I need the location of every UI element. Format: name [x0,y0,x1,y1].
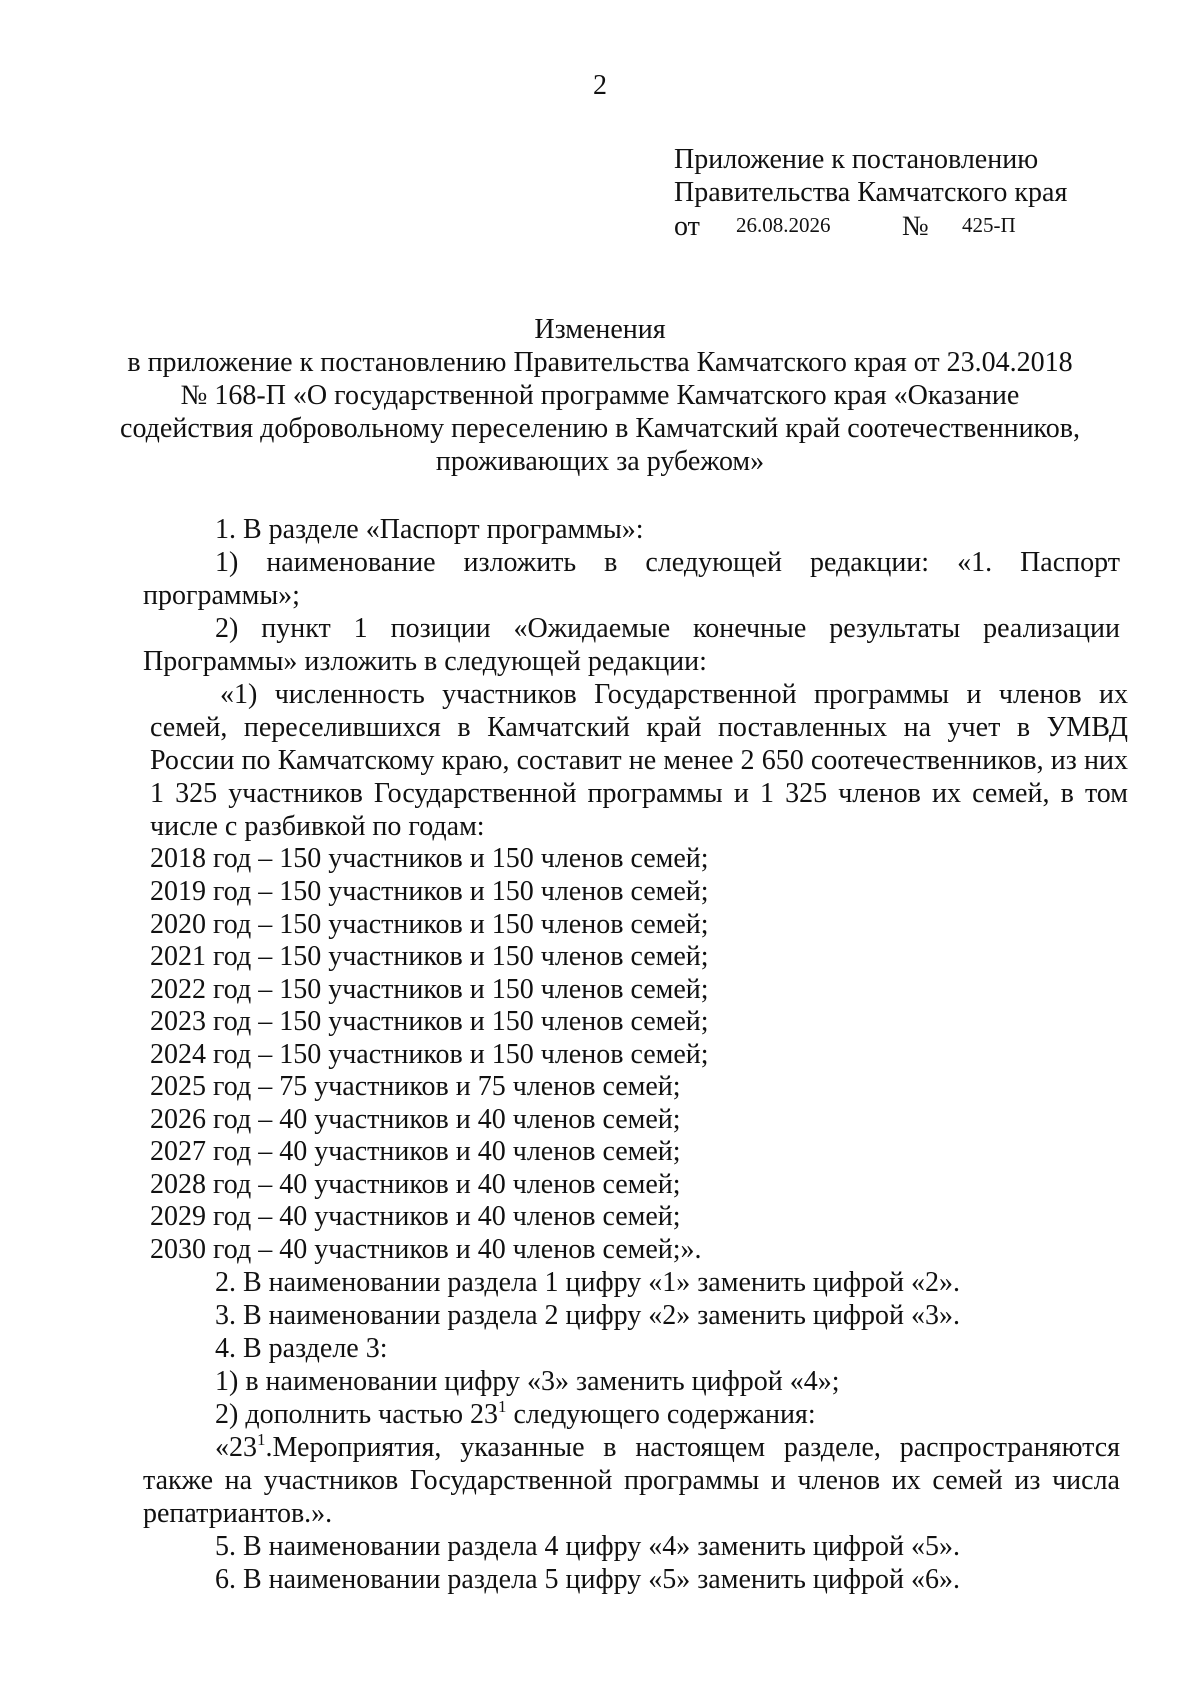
year-line: 2018 год – 150 участников и 150 членов семей; [150,843,709,874]
year-line: 2024 год – 150 участников и 150 членов семей; [150,1039,709,1070]
quote-line-3: России по Камчатскому краю, составит не менее 2 650 соотечественников, из них [150,745,1128,776]
paragraph-4-item-2-text: 2) дополнить частью 23 [215,1399,498,1430]
year-line: 2027 год – 40 участников и 40 членов семей; [150,1136,681,1167]
paragraph-1-item-2-line-2: Программы» изложить в следующей редакции: [143,646,707,677]
quote-line-2: семей, переселившихся в Камчатский край поставленных на учет в УМВД [150,712,1128,743]
paragraph-4-item-1: 1) в наименовании цифру «3» заменить цифрой «4»; [215,1366,840,1397]
page-number: 2 [593,70,607,101]
title-line-4: проживающих за рубежом» [435,446,765,477]
paragraph-1: 1. В разделе «Паспорт программы»: [215,514,644,545]
title-line-2: № 168-П «О государственной программе Камчатского края «Оказание [180,380,1020,411]
year-line: 2028 год – 40 участников и 40 членов семей; [150,1169,681,1200]
paragraph-1-item-1-line-2: программы»; [143,580,300,611]
appendix-line-1: Приложение к постановлению [674,144,1039,175]
paragraph-4: 4. В разделе 3: [215,1333,388,1364]
paragraph-6: 6. В наименовании раздела 5 цифру «5» заменить цифрой «6». [215,1564,960,1595]
year-line: 2019 год – 150 участников и 150 членов семей; [150,876,709,907]
year-line: 2030 год – 40 участников и 40 членов семей;». [150,1234,702,1265]
paragraph-4-item-2-text-end: следующего содержания: [506,1399,816,1430]
paragraph-5: 5. В наименовании раздела 4 цифру «4» заменить цифрой «5». [215,1531,960,1562]
paragraph-1-item-1-line-1: 1) наименование изложить в следующей редакции: «1. Паспорт [215,547,1120,578]
quote-line-5: числе с разбивкой по годам: [150,811,485,842]
year-line: 2025 год – 75 участников и 75 членов семей; [150,1071,681,1102]
title-line-1: в приложение к постановлению Правительства Камчатского края от 23.04.2018 [127,347,1073,378]
paragraph-4-item-2 [215,1399,816,1431]
quote-line-4: 1 325 участников Государственной программы и 1 325 членов их семей, в том [150,778,1128,809]
year-line: 2020 год – 150 участников и 150 членов семей; [150,909,709,940]
year-line: 2026 год – 40 участников и 40 членов семей; [150,1104,681,1135]
quote-line-1: «1) численность участников Государственной программы и членов их [220,679,1128,710]
year-line: 2022 год – 150 участников и 150 членов семей; [150,974,709,1005]
new-part-text: .Мероприятия, указанные в настоящем разделе, распространяются [265,1432,1120,1463]
superscript-index: 1 [257,1430,266,1449]
paragraph-1-item-2-line-1: 2) пункт 1 позиции «Ожидаемые конечные результаты реализации [215,613,1120,644]
appendix-line-2: Правительства Камчатского края [674,177,1068,208]
year-line: 2021 год – 150 участников и 150 членов семей; [150,941,709,972]
appendix-number: 425-П [962,213,1016,237]
year-line: 2023 год – 150 участников и 150 членов семей; [150,1006,709,1037]
year-line: 2029 год – 40 участников и 40 членов семей; [150,1201,681,1232]
appendix-number-label: № [902,211,929,242]
new-part-line-1 [215,1432,1120,1464]
title-line-3: содействия добровольному переселению в Камчатский край соотечественников, [120,413,1080,444]
paragraph-3: 3. В наименовании раздела 2 цифру «2» заменить цифрой «3». [215,1300,960,1331]
paragraph-2: 2. В наименовании раздела 1 цифру «1» заменить цифрой «2». [215,1267,960,1298]
title-heading: Изменения [534,314,666,345]
new-part-line-3: репатриантов.». [143,1498,333,1529]
new-part-line-2: также на участников Государственной программы и членов их семей из числа [143,1465,1120,1496]
appendix-from-label: от [674,211,700,242]
appendix-date: 26.08.2026 [736,213,831,237]
superscript-index: 1 [498,1397,507,1416]
new-part-number: «23 [215,1432,257,1463]
